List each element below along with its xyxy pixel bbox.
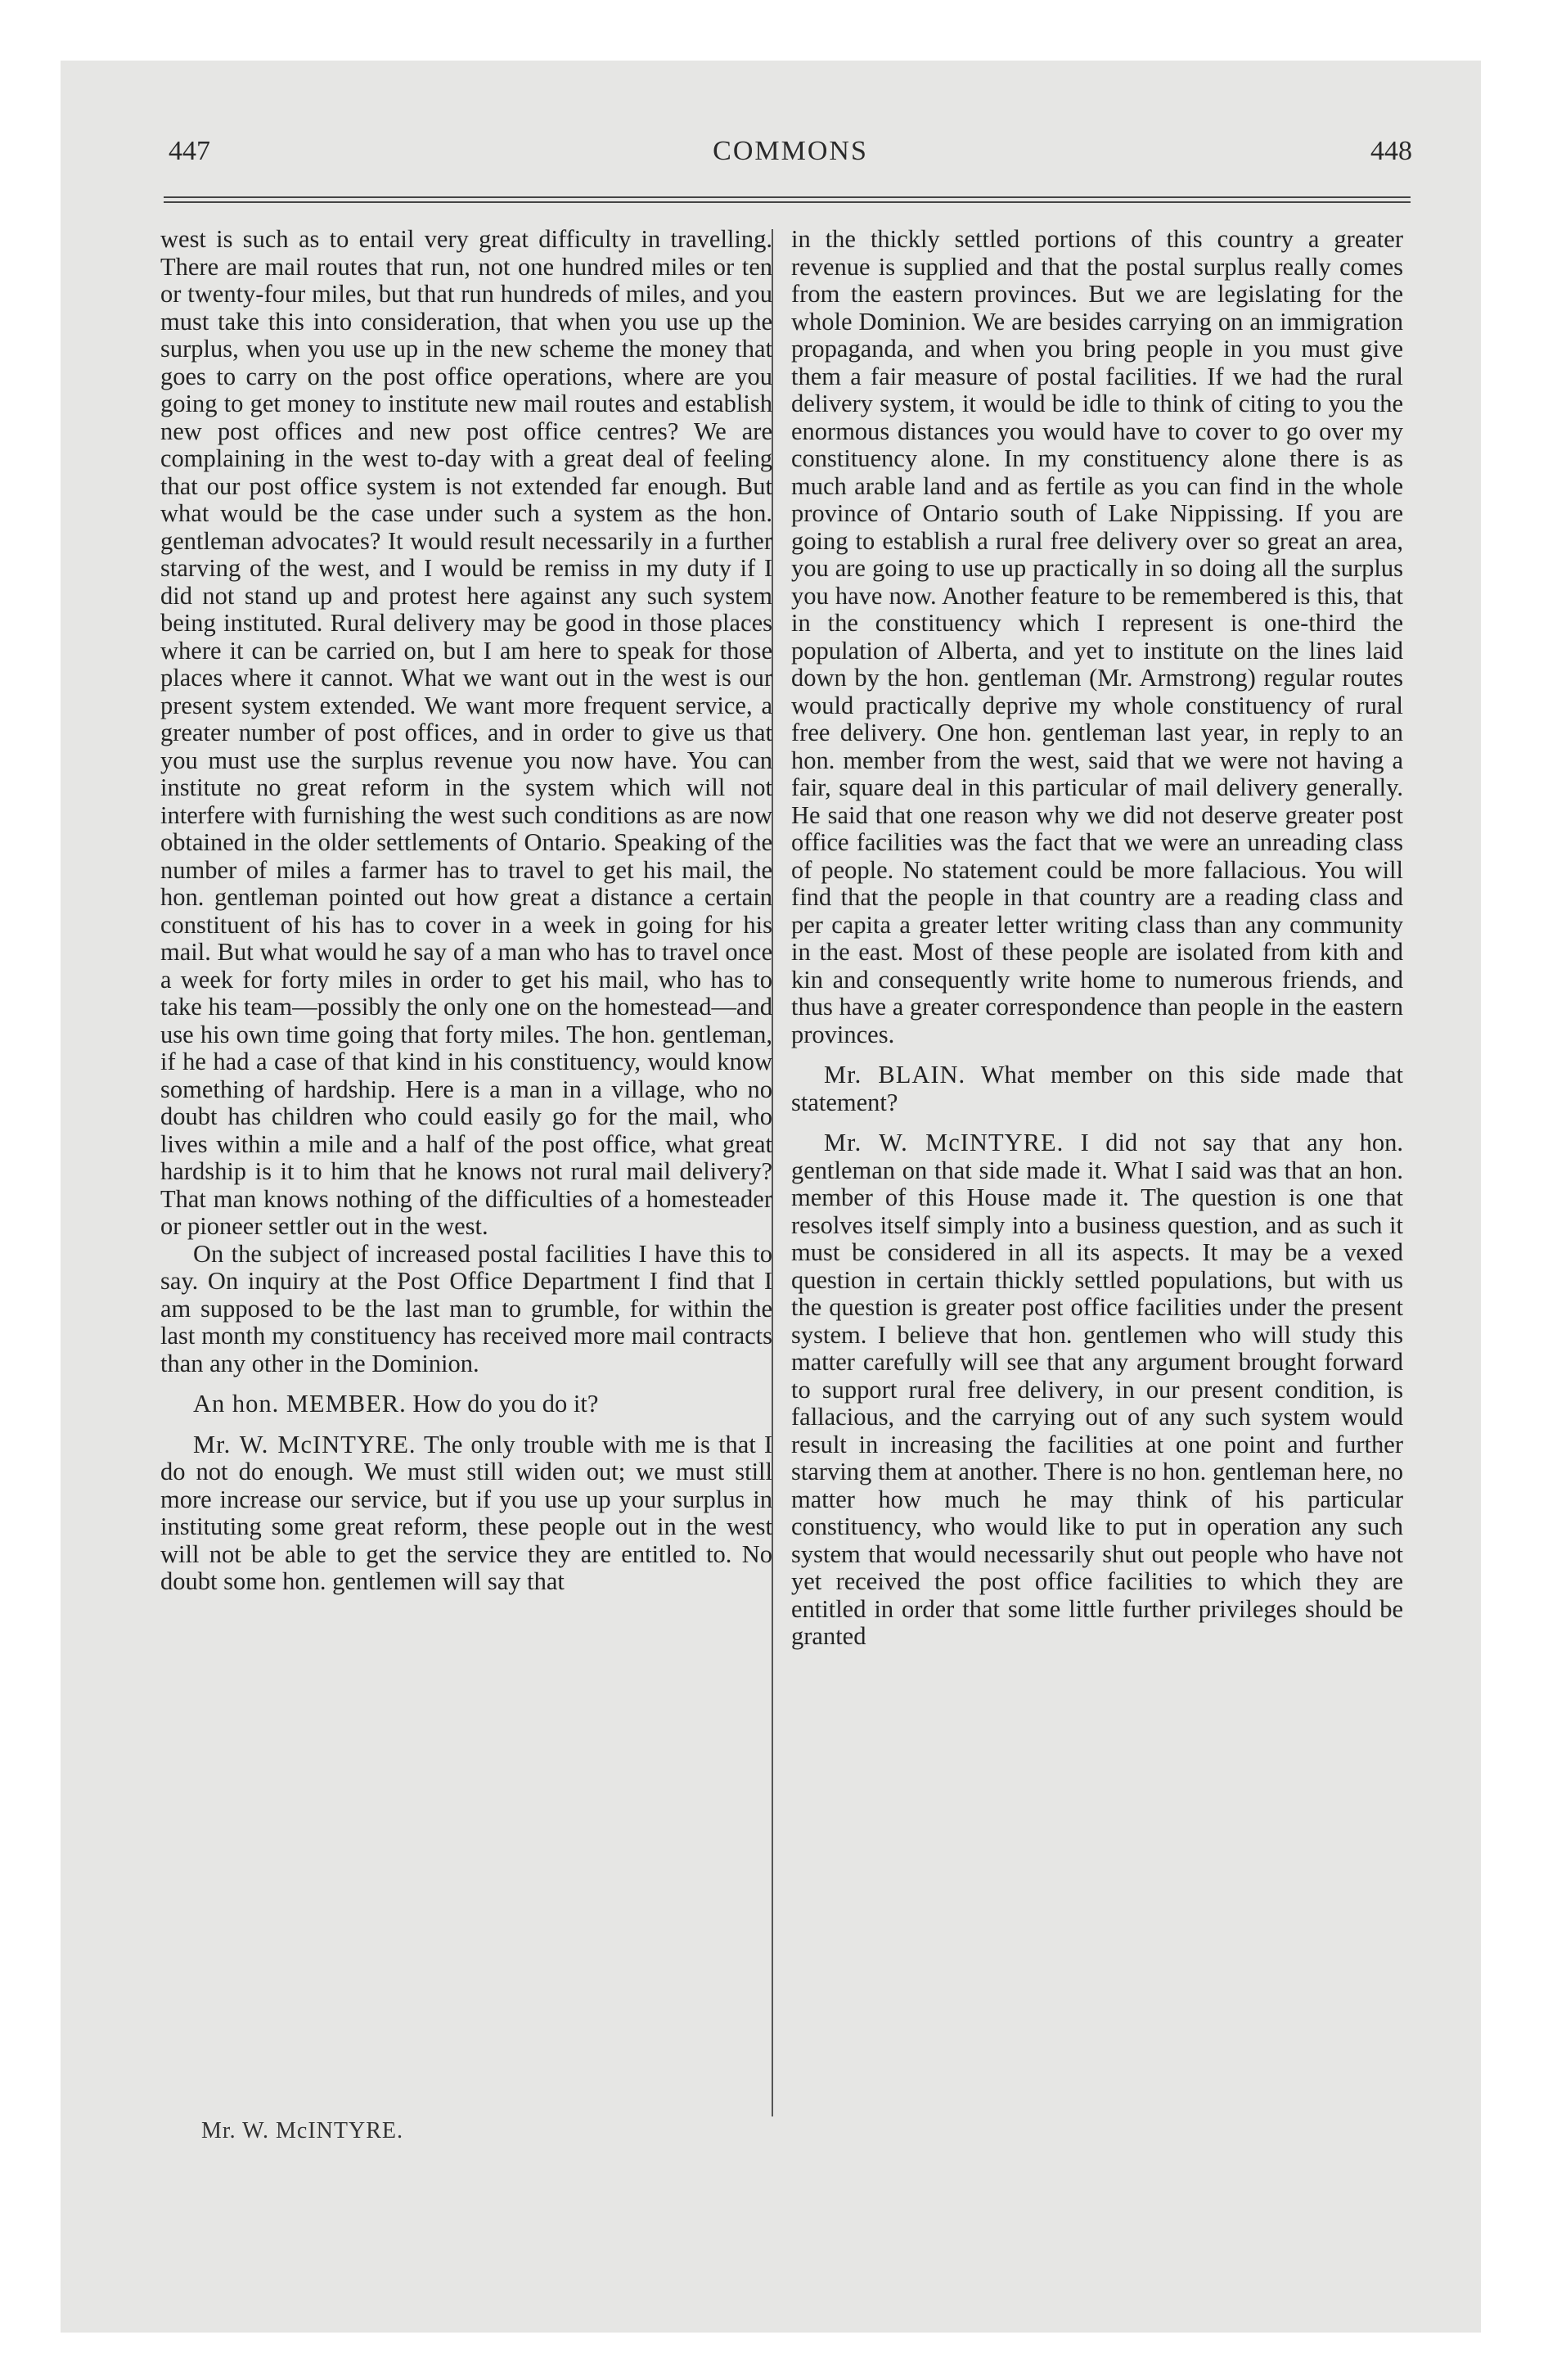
speaker-name: Mr. W. McINTYRE. [824,1129,1064,1156]
speech-paragraph [160,1391,772,1418]
speech-paragraph [160,1431,772,1596]
page-footer-speaker: Mr. W. McINTYRE. [201,2118,403,2143]
left-column [160,226,772,1596]
page-number-right: 448 [1370,136,1412,166]
speaker-name: Mr. W. McINTYRE. [193,1430,416,1458]
right-column [791,226,1403,1651]
paragraph: in the thickly settled portions of this country a greater revenue is supplied and that the postal surplus really comes from the eastern provinces. But we are legislating for the whole Dominion. We are besides carrying on an immigration propaganda, and when you bring people in you must give them a fair measure of postal facilities. If we had the rural delivery system, it would be idle to think of citing to you the enormous distances you would have to cover to go over my constituency alone. In my constituency alone there is as much arable land and as fertile as you can find in the whole province of Ontario south of Lake Nippissing. If you are going to establish a rural free delivery over so great an area, you are going to use up practically in so doing all the surplus you have now. Another feature to be remembered is this, that in the constituency which I represent is one-third the population of Alberta, and yet to institute on the lines laid down by the hon. gentleman (Mr. Armstrong) regular routes would practically deprive my whole constituency of rural free delivery. One hon. gentleman last year, in reply to an hon. member from the west, said that we were not having a fair, square deal in this particular of mail delivery generally. He said that one reason why we did not deserve greater post office facilities was the fact that we were an unreading class of people. No statement could be more fallacious. You will find that the people in that country are a reading class and per capita a greater letter writing class than any community in the east. Most of these people are isolated from kith and kin and consequently write home to numerous friends, and thus have a greater correspondence than people in the eastern provinces. [791,225,1403,1048]
speaker-name: Mr. BLAIN. [824,1061,966,1089]
header-rule [164,196,1411,203]
paragraph: west is such as to entail very great difficulty in travelling. There are mail routes that run, not one hundred miles or ten or twenty-four miles, but that run hundreds of miles, and you must take this into consideration, that when you use up the surplus, when you use up in the new scheme the money that goes to carry on the post office operations, where are you going to get money to institute new mail routes and establish new post offices and new post office centres? We are complaining in the west to-day with a great deal of feeling that our post office system is not extended far enough. But what would be the case under such a system as the hon. gentleman advocates? It would result necessarily in a further starving of the west, and I would be remiss in my duty if I did not stand up and protest here against any such system being instituted. Rural delivery may be good in those places where it can be carried on, but I am here to speak for those places where it cannot. What we want out in the west is our present system extended. We want more frequent service, a greater number of post offices, and in order to give us that you must use the surplus revenue you now have. You can institute no great reform in the system which will not interfere with furnishing the west such conditions as are now obtained in the older settlements of Ontario. Speaking of the number of miles a farmer has to travel to get his mail, the hon. gentleman pointed out how great a distance a certain constituent of his has to cover in a week in going for his mail. But what would he say of a man who has to travel once a week for forty miles in order to get his mail, who has to take his team—possibly the only one on the homestead—and use his own time going that forty miles. The hon. gentleman, if he had a case of that kind in his constituency, would know something of hardship. Here is a man in a village, who no doubt has children who could easily go for the mail, who lives within a mile and a half of the post office, what great hardship is it to him that he knows not rural mail delivery? That man knows nothing of the difficulties of a homesteader or pioneer settler out in the west. [160,225,772,1240]
page-number-left: 447 [169,136,210,166]
speech-text: The only trouble with me is that I do not do enough. We must still widen out; we must still more increase our service, but if you use up your surplus in instituting some great reform, these people out in the west will not be able to get the service they are entitled to. No doubt some hon. gentlemen will say that [160,1430,773,1595]
page-title: COMMONS [713,136,868,166]
paragraph: On the subject of increased postal facilities I have this to say. On inquiry at the Post Office Department I find that I am supposed to be the last man to grumble, for within the last month my constituency has received more mail contracts than any other in the Dominion. [160,1239,772,1377]
page-header [169,136,1412,177]
speaker-name: An hon. MEMBER. [193,1390,407,1418]
speech-text: I did not say that any hon. gentleman on that side made it. What I said was that an hon. member of this House made it. The question is one that resolves itself simply into a business question, and as such it must be considered in all its aspects. It may be a vexed question in certain thickly settled populations, but with us the question is greater post office facilities under the present system. I believe that hon. gentlemen who will study this matter carefully will see that any argument brought forward to support rural free delivery, in our present condition, is fallacious, and the carrying out of any such system would result in increasing the facilities at one point and further starving them at another. There is no hon. gentleman here, no matter how much he may think of his particular constituency, who would like to put in operation any such system that would necessarily shut out people who have not yet received the post office facilities to which they are entitled in order that some little further privileges should be granted [791,1129,1404,1650]
speech-text: What member on this side made that statement? [791,1061,1404,1116]
speech-paragraph [791,1062,1403,1116]
speech-text: How do you do it? [412,1390,599,1418]
speech-paragraph [791,1129,1403,1651]
